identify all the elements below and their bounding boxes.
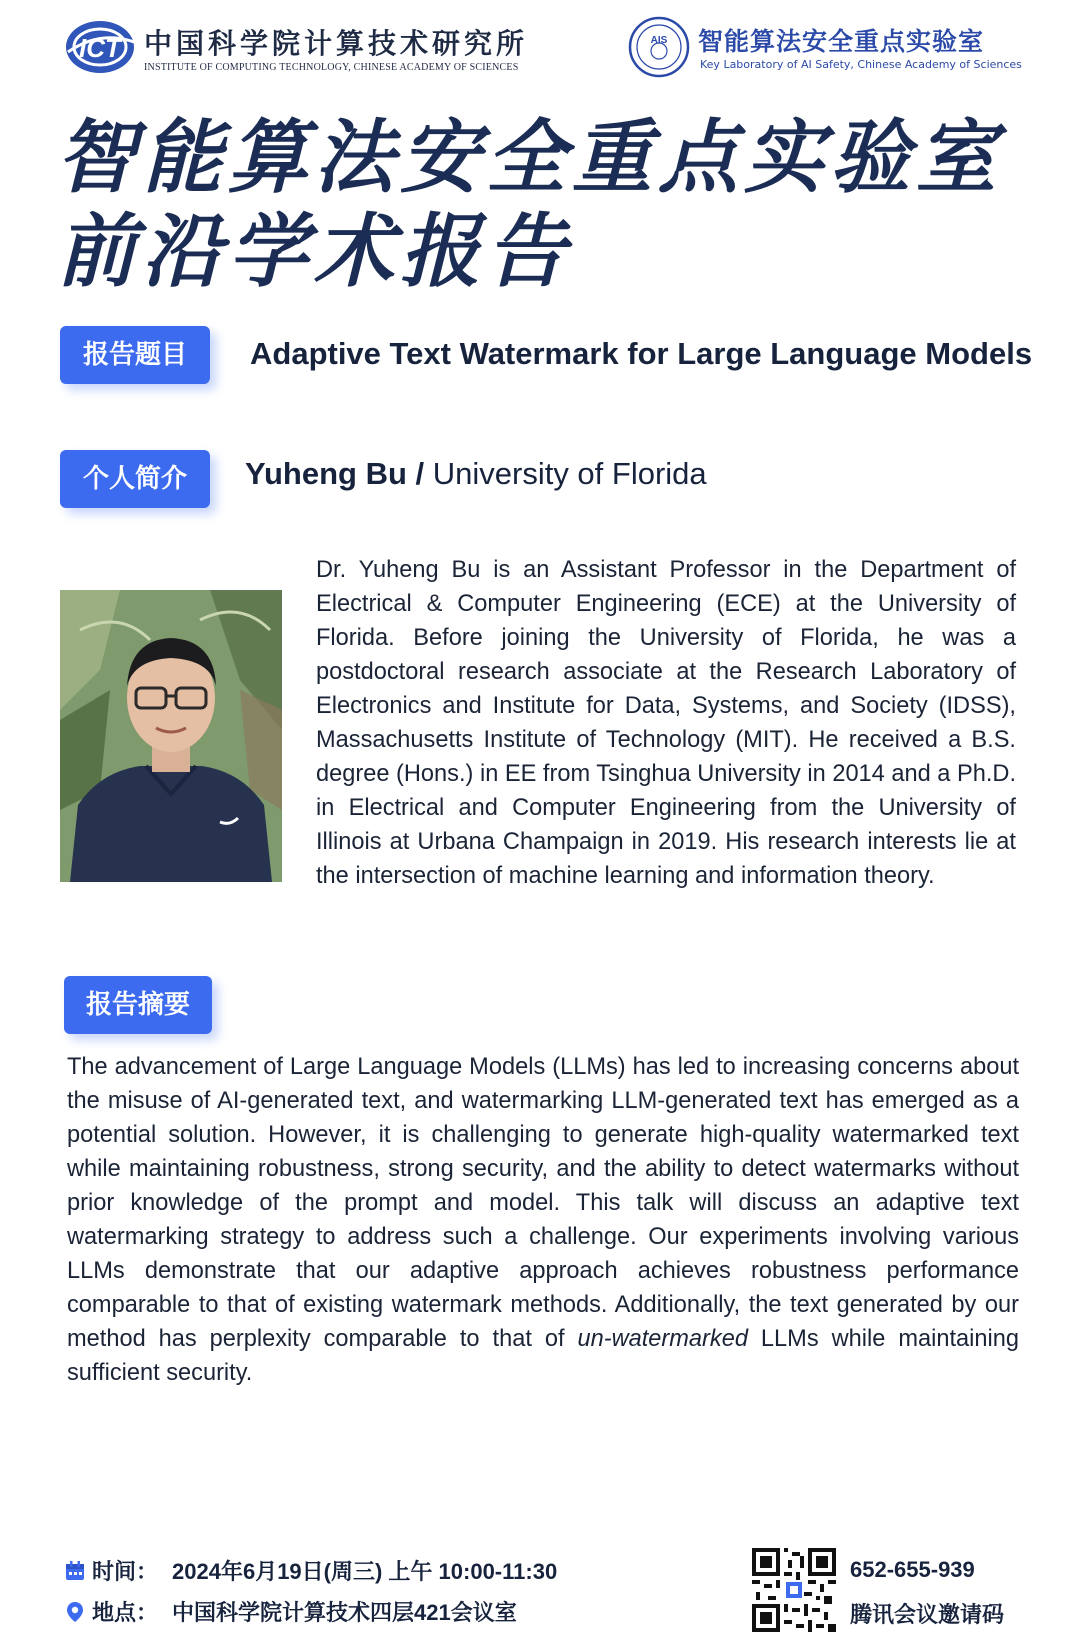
poster-title-line2: 前沿学术报告 [56, 205, 572, 298]
place-label: 地点： [92, 1600, 159, 1625]
abstract-text [67, 1050, 1019, 1390]
time-value: 2024年6月19日(周三) 上午 10:00-11:30 [172, 1559, 558, 1584]
meeting-id: 652-655-939 [850, 1557, 975, 1582]
speaker-photo [60, 590, 282, 882]
speaker-line [245, 456, 707, 492]
ict-logo [64, 18, 136, 76]
ais-seal [628, 16, 690, 78]
bio-tag: 个人简介 [60, 450, 210, 508]
event-time [64, 1555, 557, 1586]
speaker-affiliation: University of Florida [432, 456, 707, 491]
talk-title: Adaptive Text Watermark for Large Language Models [250, 336, 1033, 371]
calendar-icon [64, 1560, 86, 1582]
meeting-qr-code[interactable] [752, 1548, 836, 1632]
abstract-text-italic: un-watermarked [577, 1326, 748, 1352]
event-place [64, 1596, 517, 1627]
location-pin-icon [64, 1601, 86, 1623]
ict-name-cn: 中国科学院计算技术研究所 [144, 27, 529, 60]
ais-name-en: Key Laboratory of AI Safety, Chinese Academy of Sciences [700, 58, 1022, 71]
topic-tag: 报告题目 [60, 326, 210, 384]
ais-name-cn: 智能算法安全重点实验室 [698, 27, 985, 56]
abstract-tag: 报告摘要 [64, 976, 212, 1034]
bio-text: Dr. Yuheng Bu is an Assistant Professor in the Department of Electrical & Computer Engineering (ECE) at the University of Florida. Before joining the University of Florida, he was a postdoctoral research associate at the Research Laboratory of Electronics and Institute for Data, Systems, and Society (IDSS), Massachusetts Institute of Technology (MIT). He received a B.S. degree (Hons.) in EE from Tsinghua University in 2014 and a Ph.D. in Electrical and Computer Engineering from the University of Illinois at Urbana Champaign in 2019. His research interests lie at the intersection of machine learning and information theory. [316, 557, 1016, 889]
time-label: 时间： [92, 1559, 159, 1584]
ict-logo-text: ICT [79, 33, 121, 63]
speaker-name: Yuheng Bu [245, 456, 407, 491]
abstract-text-after: LLMs while maintaining sufficient security. [67, 1326, 1019, 1386]
abstract-text-before: The advancement of Large Language Models (LLMs) has led to increasing concerns about the misuse of AI-generated text, and watermarking LLM-generated text has emerged as a potential solution. However, it is challenging to generate high-quality watermarked text while maintaining robustness, strong security, and the ability to detect watermarks without prior knowledge of the prompt and model. This talk will discuss an adaptive text watermarking strategy to address such a challenge. Our experiments involving various LLMs demonstrate that our adaptive approach achieves robustness performance comparable to that of existing watermark methods. Additionally, the text generated by our method has perplexity comparable to that of [67, 1054, 1019, 1352]
place-value: 中国科学院计算技术四层421会议室 [172, 1600, 517, 1625]
poster-title-line1: 智能算法安全重点实验室 [56, 111, 1002, 204]
speaker-separator: / [406, 456, 433, 491]
meeting-label: 腾讯会议邀请码 [850, 1602, 1005, 1627]
ais-seal-text: AIS [650, 35, 668, 46]
ict-name-en: INSTITUTE OF COMPUTING TECHNOLOGY, CHINESE ACADEMY OF SCIENCES [144, 62, 519, 73]
